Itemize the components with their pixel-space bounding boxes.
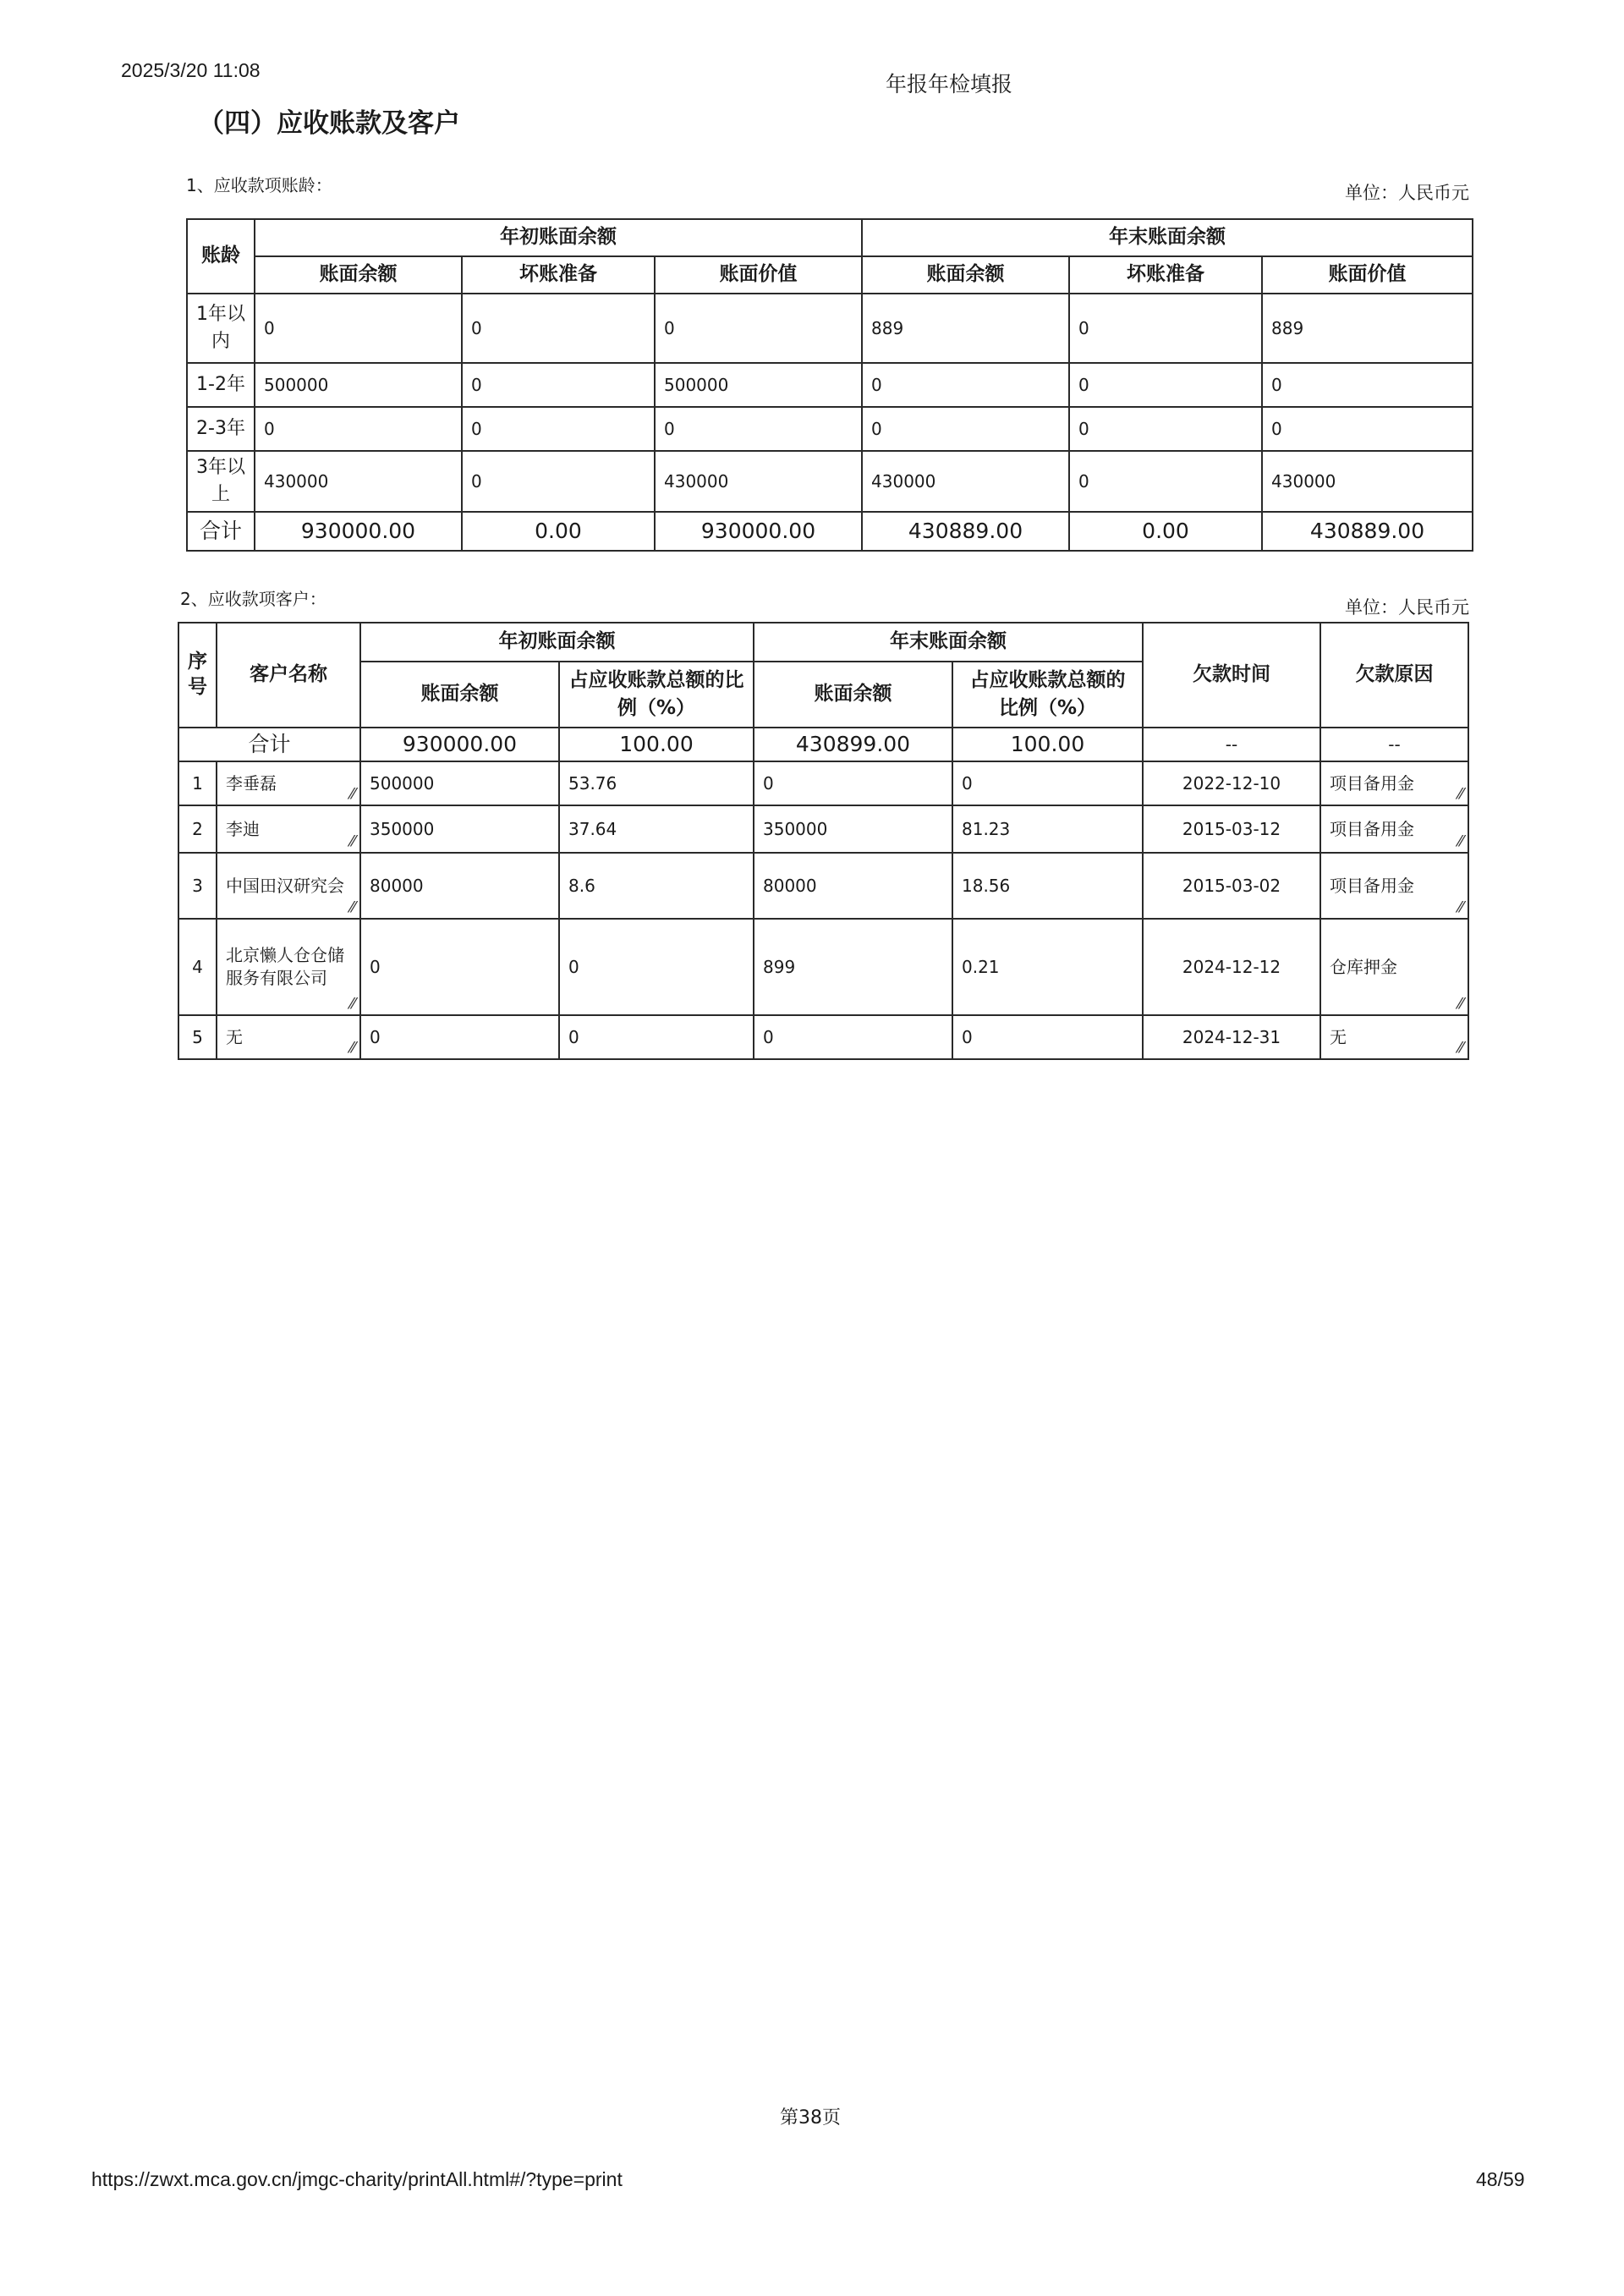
aging-table: [186, 218, 1473, 552]
end-balance-group-header: 年末账面余额: [862, 219, 1473, 256]
cell: 0: [255, 294, 462, 363]
resize-handle-icon[interactable]: ⁄⁄: [1457, 995, 1463, 1013]
end-book-balance-header: 账面余额: [754, 662, 952, 728]
cell: 0.00: [462, 512, 655, 551]
cell: 0: [754, 761, 952, 805]
cell: 100.00: [952, 728, 1143, 761]
cell: 889: [1262, 294, 1473, 363]
section-heading: （四）应收账款及客户: [198, 108, 460, 139]
cell: 430889.00: [862, 512, 1069, 551]
cell: 500000: [360, 761, 559, 805]
begin-bad-debt-header: 坏账准备: [462, 256, 655, 294]
cell: 0: [952, 761, 1143, 805]
owe-reason-input[interactable]: [1320, 1015, 1468, 1059]
owe-reason-input[interactable]: [1320, 805, 1468, 853]
cell: 0: [360, 919, 559, 1015]
cell: 350000: [360, 805, 559, 853]
customer-name: 李迪: [226, 818, 260, 839]
cell: 0: [462, 407, 655, 451]
end-book-value-header: 账面价值: [1262, 256, 1473, 294]
aging-label: 3年以上: [187, 451, 255, 512]
aging-label: 2-3年: [187, 407, 255, 451]
total-row: [187, 512, 1473, 551]
cell: 0.21: [952, 919, 1143, 1015]
resize-handle-icon[interactable]: ⁄⁄: [349, 898, 355, 916]
customers-table-caption: 2、应收款项客户：: [180, 589, 326, 609]
begin-book-value-header: 账面价值: [655, 256, 862, 294]
page-number: 第38页: [780, 2107, 841, 2128]
cell: 0: [559, 1015, 754, 1059]
cell: 0: [655, 407, 862, 451]
seq-header: 序号: [178, 623, 217, 728]
cell: 2024-12-31: [1143, 1015, 1320, 1059]
footer-url[interactable]: https://zwxt.mca.gov.cn/jmgc-charity/printAll.html#/?type=print: [91, 2168, 623, 2190]
total-row: [178, 728, 1468, 761]
cell: 899: [754, 919, 952, 1015]
cell: 2024-12-12: [1143, 919, 1320, 1015]
owe-reason: 仓库押金: [1330, 956, 1397, 977]
cell: 430889.00: [1262, 512, 1473, 551]
resize-handle-icon[interactable]: ⁄⁄: [349, 785, 355, 803]
end-balance-group-header: 年末账面余额: [754, 623, 1143, 662]
customer-name-header: 客户名称: [217, 623, 360, 728]
cell: 18.56: [952, 853, 1143, 919]
cell: 0: [1069, 451, 1262, 512]
cell: 0.00: [1069, 512, 1262, 551]
cell: 0: [1069, 407, 1262, 451]
cell: 0: [655, 294, 862, 363]
total-label: 合计: [187, 512, 255, 551]
cell: 0: [862, 363, 1069, 407]
resize-handle-icon[interactable]: ⁄⁄: [1457, 1039, 1463, 1057]
seq-cell: 2: [178, 805, 217, 853]
cell: 53.76: [559, 761, 754, 805]
customer-name-input[interactable]: [217, 761, 360, 805]
seq-cell: 4: [178, 919, 217, 1015]
resize-handle-icon[interactable]: ⁄⁄: [349, 832, 355, 850]
cell: 500000: [255, 363, 462, 407]
aging-table-unit: 单位：人民币元: [1345, 183, 1469, 203]
table-row: [178, 805, 1468, 853]
resize-handle-icon[interactable]: ⁄⁄: [349, 995, 355, 1013]
cell: 2015-03-02: [1143, 853, 1320, 919]
owe-reason-input[interactable]: [1320, 853, 1468, 919]
cell: 37.64: [559, 805, 754, 853]
table-row: [187, 363, 1473, 407]
cell: 0: [1262, 363, 1473, 407]
total-label: 合计: [178, 728, 360, 761]
owe-reason: 项目备用金: [1330, 818, 1414, 839]
customer-name: 无: [226, 1026, 243, 1047]
cell: 430000: [1262, 451, 1473, 512]
resize-handle-icon[interactable]: ⁄⁄: [1457, 832, 1463, 850]
begin-ratio-header: 占应收账款总额的比例（%）: [559, 662, 754, 728]
cell: 81.23: [952, 805, 1143, 853]
resize-handle-icon[interactable]: ⁄⁄: [1457, 898, 1463, 916]
aging-label: 1年以内: [187, 294, 255, 363]
cell: 430899.00: [754, 728, 952, 761]
cell: 930000.00: [255, 512, 462, 551]
cell: --: [1320, 728, 1468, 761]
customers-table: [178, 622, 1469, 1060]
owe-reason-input[interactable]: [1320, 761, 1468, 805]
cell: 430000: [255, 451, 462, 512]
owe-time-header: 欠款时间: [1143, 623, 1320, 728]
owe-reason-header: 欠款原因: [1320, 623, 1468, 728]
footer-page-count: 48/59: [1476, 2168, 1525, 2190]
aging-label: 1-2年: [187, 363, 255, 407]
cell: 889: [862, 294, 1069, 363]
begin-balance-group-header: 年初账面余额: [360, 623, 754, 662]
seq-cell: 3: [178, 853, 217, 919]
cell: 2015-03-12: [1143, 805, 1320, 853]
cell: 0: [1262, 407, 1473, 451]
cell: 0: [462, 294, 655, 363]
owe-reason: 无: [1330, 1026, 1347, 1047]
cell: 930000.00: [655, 512, 862, 551]
cell: 0: [1069, 294, 1262, 363]
begin-book-balance-header: 账面余额: [255, 256, 462, 294]
customer-name-input[interactable]: [217, 853, 360, 919]
cell: 500000: [655, 363, 862, 407]
cell: 0: [462, 451, 655, 512]
cell: 0: [255, 407, 462, 451]
aging-table-caption: 1、应收款项账龄：: [186, 175, 332, 195]
cell: --: [1143, 728, 1320, 761]
cell: 80000: [360, 853, 559, 919]
cell: 350000: [754, 805, 952, 853]
table-row: [178, 1015, 1468, 1059]
cell: 0: [462, 363, 655, 407]
cell: 2022-12-10: [1143, 761, 1320, 805]
table-row: [178, 761, 1468, 805]
begin-book-balance-header: 账面余额: [360, 662, 559, 728]
end-book-balance-header: 账面余额: [862, 256, 1069, 294]
page-header-title: 年报年检填报: [886, 72, 1013, 96]
owe-reason: 项目备用金: [1330, 875, 1414, 896]
table-row: [187, 451, 1473, 512]
customer-name-input[interactable]: [217, 805, 360, 853]
customer-name: 中国田汉研究会: [226, 875, 344, 896]
owe-reason-input[interactable]: [1320, 919, 1468, 1015]
table-row: [187, 294, 1473, 363]
cell: 0: [862, 407, 1069, 451]
cell: 100.00: [559, 728, 754, 761]
aging-header: 账龄: [187, 219, 255, 294]
seq-cell: 1: [178, 761, 217, 805]
customer-name-input[interactable]: [217, 919, 360, 1015]
cell: 0: [559, 919, 754, 1015]
seq-cell: 5: [178, 1015, 217, 1059]
cell: 430000: [862, 451, 1069, 512]
cell: 930000.00: [360, 728, 559, 761]
customer-name-input[interactable]: [217, 1015, 360, 1059]
cell: 8.6: [559, 853, 754, 919]
cell: 80000: [754, 853, 952, 919]
cell: 0: [360, 1015, 559, 1059]
cell: 0: [754, 1015, 952, 1059]
resize-handle-icon[interactable]: ⁄⁄: [349, 1039, 355, 1057]
table-row: [187, 407, 1473, 451]
print-timestamp: 2025/3/20 11:08: [121, 59, 261, 81]
cell: 430000: [655, 451, 862, 512]
table-row: [178, 919, 1468, 1015]
customer-name: 李垂磊: [226, 772, 277, 794]
begin-balance-group-header: 年初账面余额: [255, 219, 862, 256]
customers-table-unit: 单位：人民币元: [1345, 597, 1469, 618]
cell: 0: [952, 1015, 1143, 1059]
resize-handle-icon[interactable]: ⁄⁄: [1457, 785, 1463, 803]
end-ratio-header: 占应收账款总额的比例（%）: [952, 662, 1143, 728]
table-row: [178, 853, 1468, 919]
cell: 0: [1069, 363, 1262, 407]
customer-name: 北京懒人仓仓储服务有限公司: [226, 945, 344, 988]
owe-reason: 项目备用金: [1330, 772, 1414, 794]
end-bad-debt-header: 坏账准备: [1069, 256, 1262, 294]
